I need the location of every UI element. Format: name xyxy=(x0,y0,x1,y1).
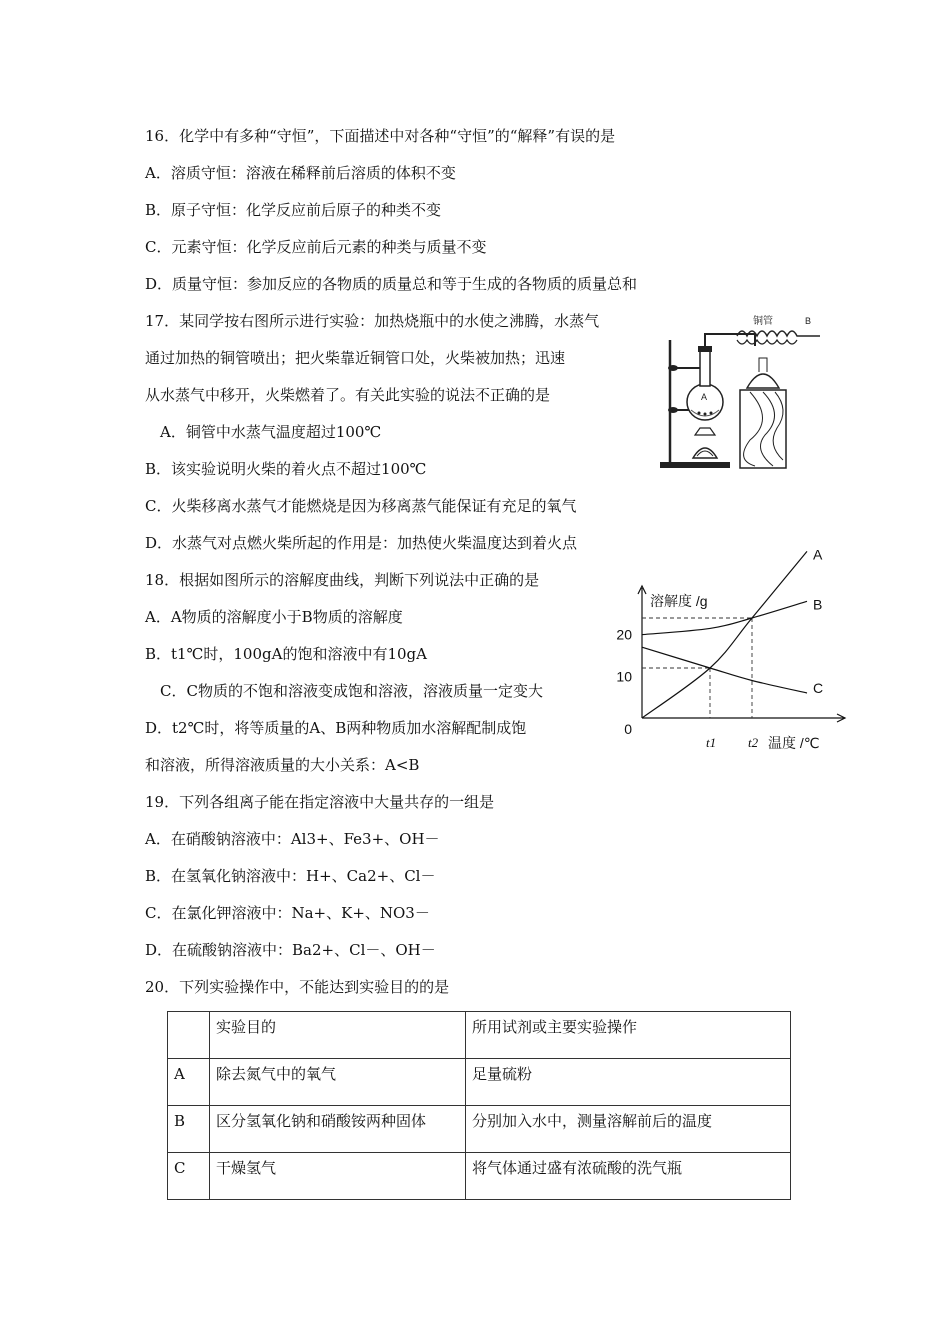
q18-option-b: B．t1℃时，100gA的饱和溶液中有10gA xyxy=(145,645,427,663)
table-cell: A xyxy=(168,1059,210,1106)
q16-option-c: C．元素守恒：化学反应前后元素的种类与质量不变 xyxy=(145,238,487,256)
q17-stem-line2: 通过加热的铜管喷出；把火柴靠近铜管口处，火柴被加热；迅速 xyxy=(145,349,566,367)
q19-stem: 19．下列各组离子能在指定溶液中大量共存的一组是 xyxy=(145,793,495,811)
q19-option-c: C．在氯化钾溶液中：Na+、K+、NO3－ xyxy=(145,904,430,922)
table-header-cell: 所用试剂或主要实验操作 xyxy=(466,1012,791,1059)
table-header-cell xyxy=(168,1012,210,1059)
q18-option-d-cont: 和溶液，所得溶液质量的大小关系：A<B xyxy=(145,756,420,774)
series-label-c: C xyxy=(813,680,824,696)
series-label-b: B xyxy=(813,596,823,613)
table-row xyxy=(168,1153,791,1200)
experiment-apparatus-figure xyxy=(655,310,825,475)
q19-option-d: D．在硫酸钠溶液中：Ba2+、Cl－、OH－ xyxy=(145,941,436,959)
q16-option-a: A．溶质守恒：溶液在稀释前后溶质的体积不变 xyxy=(145,164,456,182)
q16-option-b: B．原子守恒：化学反应前后原子的种类不变 xyxy=(145,201,442,219)
table-header-cell: 实验目的 xyxy=(210,1012,466,1059)
q18-option-a: A．A物质的溶解度小于B物质的溶解度 xyxy=(145,608,403,626)
q18-stem: 18．根据如图所示的溶解度曲线，判断下列说法中正确的是 xyxy=(145,571,540,589)
q18-option-c: C．C物质的不饱和溶液变成饱和溶液，溶液质量一定变大 xyxy=(160,682,543,700)
q17-option-c: C．火柴移离水蒸气才能燃烧是因为移离蒸气能保证有充足的氧气 xyxy=(145,497,577,515)
q17-option-a: A．铜管中水蒸气温度超过100℃ xyxy=(160,423,382,441)
flask-label-a: A xyxy=(701,392,708,402)
x-axis-label: 温度 /℃ xyxy=(768,735,820,751)
q16-stem: 16．化学中有多种“守恒”，下面描述中对各种“守恒”的“解释”有误的是 xyxy=(145,127,616,145)
q20-stem: 20．下列实验操作中，不能达到实验目的的是 xyxy=(145,978,450,996)
series-curve-c xyxy=(642,647,807,693)
table-cell: B xyxy=(168,1106,210,1153)
tube-end-label-b: B xyxy=(805,316,812,326)
y-tick-label: 20 xyxy=(616,626,632,643)
solubility-curve-chart xyxy=(610,546,840,760)
q17-stem-line3: 从水蒸气中移开，火柴燃着了。有关此实验的说法不正确的是 xyxy=(145,386,551,404)
series-label-a: A xyxy=(813,546,823,563)
table-row xyxy=(168,1059,791,1106)
series-curve-a xyxy=(642,551,807,718)
y-axis-label: 溶解度 /g xyxy=(650,593,708,609)
q18-option-d: D．t2℃时，将等质量的A、B两种物质加水溶解配制成饱 xyxy=(145,719,527,737)
q17-option-b: B．该实验说明火柴的着火点不超过100℃ xyxy=(145,460,427,478)
table-cell: 干燥氢气 xyxy=(210,1153,466,1200)
table-cell: 除去氮气中的氧气 xyxy=(210,1059,466,1106)
table-cell: C xyxy=(168,1153,210,1200)
q17-option-d: D．水蒸气对点燃火柴所起的作用是：加热使火柴温度达到着火点 xyxy=(145,534,578,552)
q19-option-a: A．在硝酸钠溶液中：Al3+、Fe3+、OH－ xyxy=(145,830,440,848)
q20-table xyxy=(167,1011,791,1200)
table-cell: 区分氢氧化钠和硝酸铵两种固体 xyxy=(210,1106,466,1153)
y-tick-label: 0 xyxy=(624,721,632,737)
q16-option-d: D．质量守恒：参加反应的各物质的质量总和等于生成的各物质的质量总和 xyxy=(145,275,638,293)
x-tick-label: t1 xyxy=(706,735,717,750)
q19-option-b: B．在氢氧化钠溶液中：H+、Ca2+、Cl－ xyxy=(145,867,436,885)
x-tick-label: t2 xyxy=(748,735,759,750)
y-tick-label: 10 xyxy=(616,668,632,685)
table-row xyxy=(168,1106,791,1153)
table-cell: 分别加入水中，测量溶解前后的温度 xyxy=(466,1106,791,1153)
copper-tube-label: 铜管 xyxy=(753,316,773,327)
q17-stem-line1: 17．某同学按右图所示进行实验：加热烧瓶中的水使之沸腾，水蒸气 xyxy=(145,312,600,330)
table-header-row xyxy=(168,1012,791,1059)
table-cell: 足量硫粉 xyxy=(466,1059,791,1106)
table-cell: 将气体通过盛有浓硫酸的洗气瓶 xyxy=(466,1153,791,1200)
